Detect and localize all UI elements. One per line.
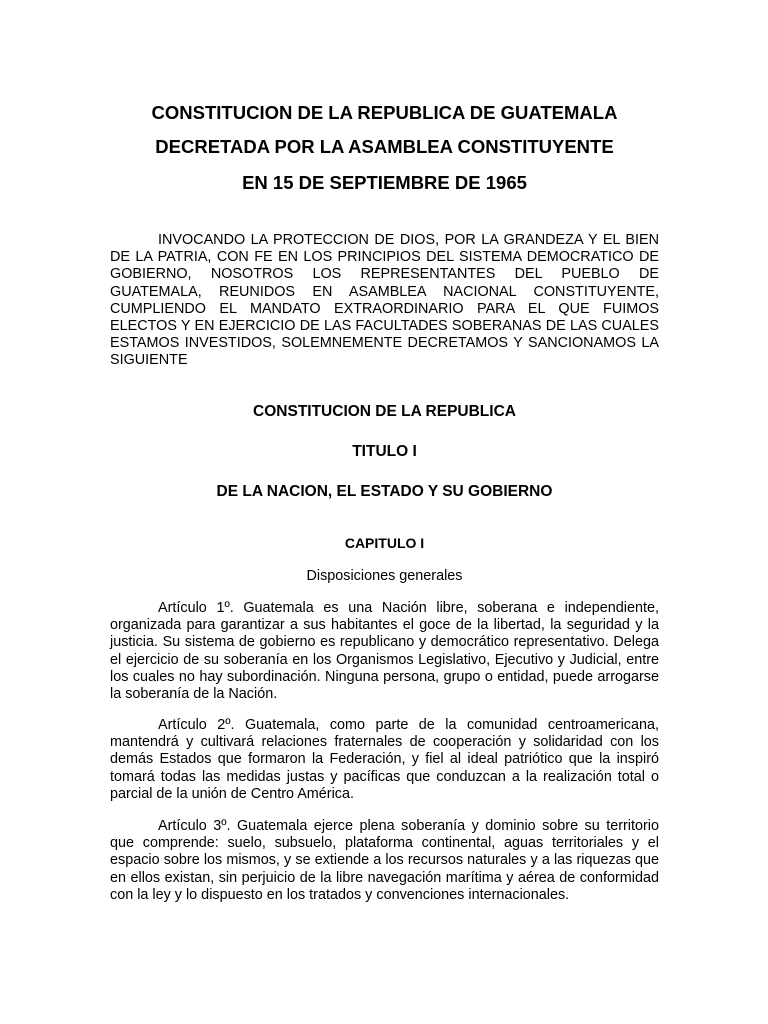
constitution-heading: CONSTITUCION DE LA REPUBLICA xyxy=(253,403,516,420)
article-1-paragraph: Artículo 1º. Guatemala es una Nación libre, soberana e independiente, organizada para garantizar a sus habitantes el goce de la libertad, la seguridad y la justicia. Su sistema de gobierno es republicano y democrático representativo. Delega el ejercicio de su soberanía en los Organismos Legislativo, Ejecutivo y Judicial, entre los cuales no hay subordinación. Ninguna persona, grupo o entidad, puede arrogarse la soberanía de la Nación. xyxy=(110,600,659,703)
preamble-paragraph: INVOCANDO LA PROTECCION DE DIOS, POR LA GRANDEZA Y EL BIEN DE LA PATRIA, CON FE EN LOS PRINCIPIOS DEL SISTEMA DEMOCRATICO DE GOBIERNO, NOSOTROS LOS REPRESENTANTES DEL PUEBLO DE GUATEMALA, REUNIDOS EN ASAMBLEA NACIONAL CONSTITUYENTE, CUMPLIENDO EL MANDATO EXTRAORDINARIO PARA EL QUE FUIMOS ELECTOS Y EN EJERCICIO DE LAS FACULTADES SOBERANAS DE LAS CUALES ESTAMOS INVESTIDOS, SOLEMNEMENTE DECRETAMOS Y SANCIONAMOS LA SIGUIENTE xyxy=(110,232,659,369)
article-2-paragraph: Artículo 2º. Guatemala, como parte de la comunidad centroamericana, mantendrá y cultivará relaciones fraternales de cooperación y solidaridad con los demás Estados que formaron la Federación, y fiel al ideal patriótico que la inspiró tomará todas las medidas justas y pacíficas que conduzcan a la realización total o parcial de la unión de Centro América. xyxy=(110,717,659,802)
title-heading: TITULO I xyxy=(352,443,417,460)
section-heading: DE LA NACION, EL ESTADO Y SU GOBIERNO xyxy=(216,483,553,500)
article-3-paragraph: Artículo 3º. Guatemala ejerce plena soberanía y dominio sobre su territorio que comprende: suelo, subsuelo, plataforma continental, aguas territoriales y el espacio sobre los mismos, y se extiende a los recursos naturales y a las riquezas que en ellos existan, sin perjuicio de la libre navegación marítima y aérea de conformidad con la ley y lo dispuesto en los tratados y convenciones internacionales. xyxy=(110,818,659,903)
chapter-subheading: Disposiciones generales xyxy=(306,568,463,584)
chapter-heading: CAPITULO I xyxy=(344,535,425,551)
document-title-line-2: DECRETADA POR LA ASAMBLEA CONSTITUYENTE xyxy=(155,136,614,157)
document-title-line-3: EN 15 DE SEPTIEMBRE DE 1965 xyxy=(242,172,527,193)
document-title-line-1: CONSTITUCION DE LA REPUBLICA DE GUATEMALA xyxy=(151,102,618,123)
